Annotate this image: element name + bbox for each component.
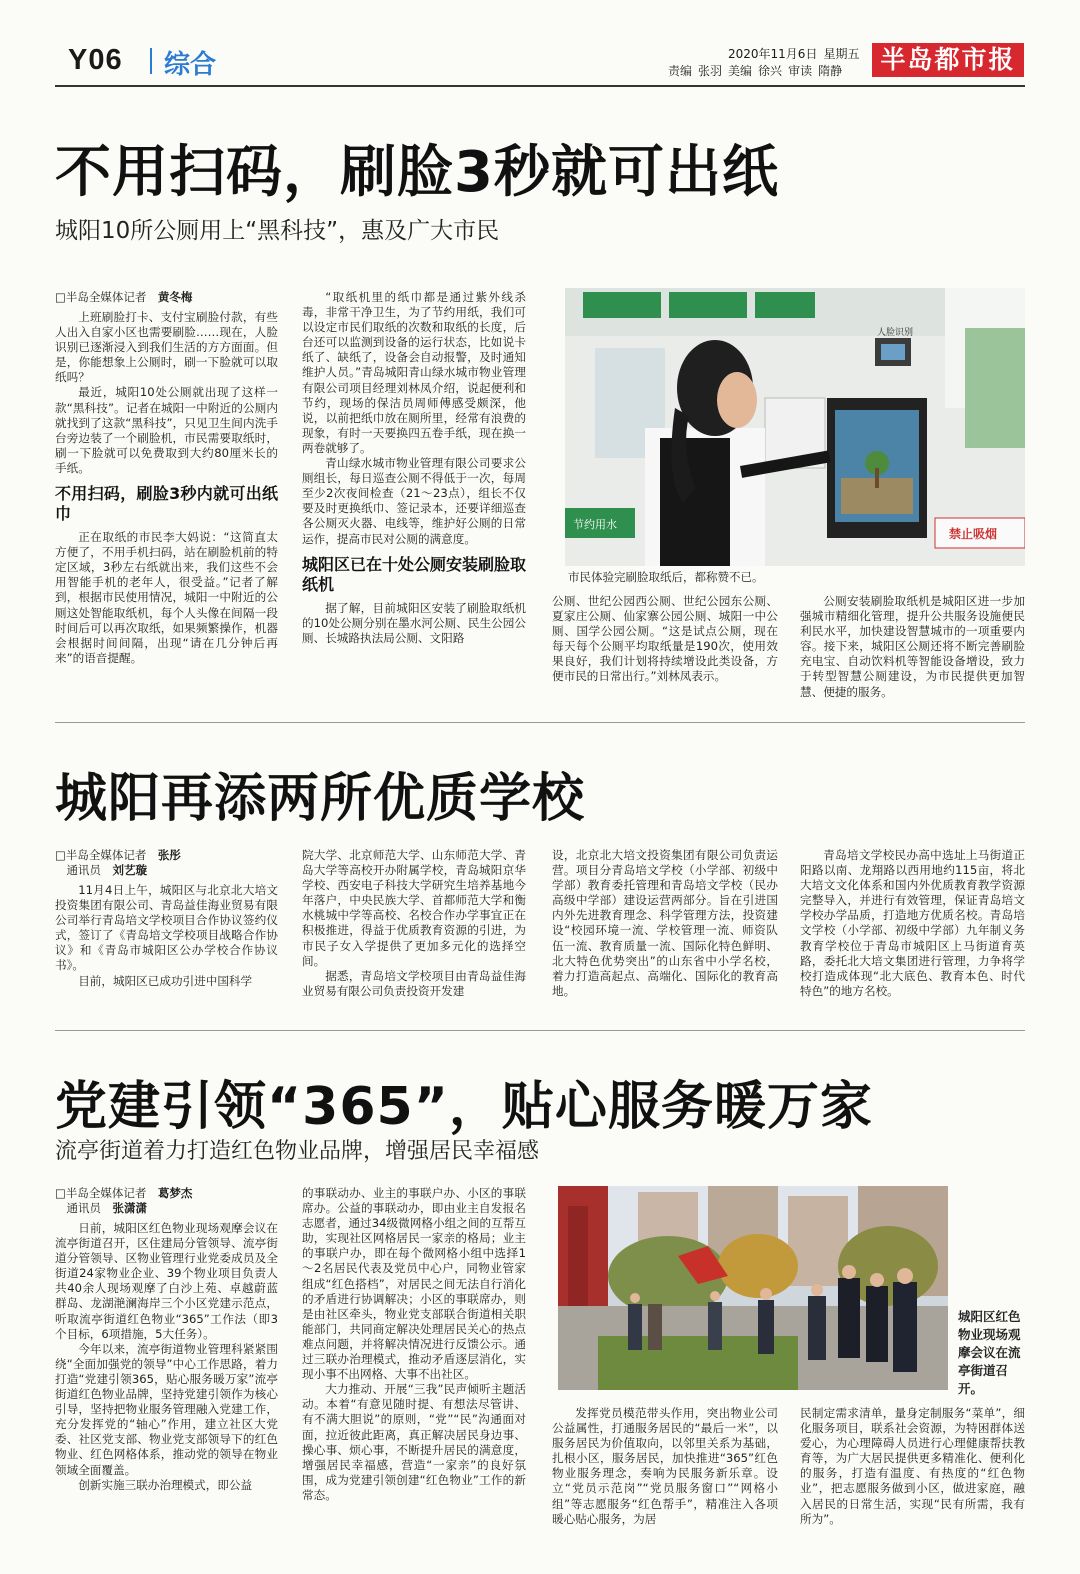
article3-photo (558, 1186, 948, 1390)
paragraph: 公厕安装刷脸取纸机是城阳区进一步加强城市精细化管理，提升公共服务设施便民利民水平，加快建设智慧城市的一项重要内容。接下来，城阳区公厕还将不断完善刷脸充电宝、自动饮料机等智能设备增设，致力于转型智慧公厕建设，为市民提供更加智慧、便捷的服务。 (800, 594, 1025, 699)
paragraph: 院大学、北京师范大学、山东师范大学、青岛大学等高校开办附属学校，青岛城阳京华学校、西安电子科技大学研究生培养基地今年落户，中央民族大学、首都师范大学和衡水桃城中学等高校、名校合作办学事宜正在积极推进，得益于优质教育资源的引进，为市民子女入学提供了更加多元化的选择空间。 (302, 848, 526, 968)
top-rule (55, 85, 1025, 87)
paragraph: 11月4日上午，城阳区与北京北大培文投资集团有限公司、青岛益佳海业贸易有限公司举行青岛培文学校项目合作协议签约仪式，签订了《青岛培文学校项目战略合作协议》和《青岛市城阳区公办学校合作协议书》。 (55, 883, 278, 973)
article2-col1 (55, 848, 278, 1008)
article2-col4 (800, 848, 1025, 1008)
article3-headline: 党建引领“365”，贴心服务暖万家 (55, 1077, 873, 1137)
paragraph: 目前，城阳区已成功引进中国科学 (78, 973, 253, 988)
save-water-sign-text: 节约用水 (573, 518, 617, 531)
article3-photo-caption: 城阳区红色物业现场观摩会议在流亭街道召开。 (958, 1309, 1021, 1396)
paragraph: 上班刷脸打卡、支付宝刷脸付款，有些人出入自家小区也需要刷脸……现在，人脸识别已逐渐浸入到我们生活的方方面面。但是，你能想象上公厕时，刷一下脸就可以取纸吗？ (55, 310, 278, 385)
community-visit-photo-illustration (558, 1186, 948, 1390)
article1-col1 (55, 290, 278, 710)
masthead (0, 0, 1080, 96)
article2-headline: 城阳再添两所优质学校 (55, 769, 586, 829)
article1-col3 (552, 594, 778, 709)
weekday-text: 星期五 (823, 47, 860, 61)
paragraph: 的事联动办、业主的事联户办、小区的事联席办。公益的事联动办，即由业主自发报名志愿者，通过34级微网格小组之间的互帮互助，实现社区网格居民一家亲的格局；业主的事联户办，即在每个微网格小组中选择1～2名居民代表及党员中心户，同物业管家组成“红色搭档”，对居民之间无法自行消化的矛盾进行协调解决；小区的事联席办，则是由社区牵头，物业党支部联合街道相关职能部门，共同商定解决处理居民关心的热点难点问题，并将解决情况进行反馈公示。通过三联办治理模式，推动矛盾逐层消化，实现小事不出网格、大事不出社区。 (302, 1186, 526, 1382)
paragraph: 青山绿水城市物业管理有限公司要求公厕组长，每日巡查公厕不得低于一次，每周至少2次夜间检查（21～23点），组长不仅要及时更换纸巾、签记录本，还要详细巡查各公厕灭火器、电线等，维护好公厕的日常运作，提高市民对公厕的满意度。 (302, 456, 526, 546)
article3-col2 (302, 1186, 526, 1562)
article1-subtitle2: 城阳区已在十处公厕安装刷脸取纸机 (302, 554, 526, 594)
newspaper-logo: 半岛都市报 (872, 43, 1024, 77)
section-divider-2 (55, 1030, 1025, 1031)
editor-label: 责编 (668, 64, 693, 78)
paragraph: 大力推动、开展“三我”民声倾听主题活动。本着“有意见随时提、有想法尽管讲、有不满大胆说”的原则，“党”“民”沟通面对面，拉近彼此距离，真正解决居民身边事、操心事、烦心事，不断提升居民的满意度，增强居民幸福感，营造“一家亲”的良好氛围，成为党建引领创建“红色物业”工作的新常态。 (302, 1382, 526, 1502)
no-smoking-sign-text: 禁止吸烟 (949, 527, 998, 541)
paragraph: 今年以来，流亭街道物业管理科紧紧围绕“全面加强党的领导”中心工作思路，着力打造“党建引领365，贴心服务暖万家”流亭街道红色物业品牌，坚持党建引领作为核心引导，坚持把物业服务管理融入党建工作，充分发挥党的“轴心”作用，建立社区大党委、社区党支部、物业党支部领导下的红色物业、红色网格体系，推动党的领导在物业领域全面覆盖。 (55, 1341, 278, 1477)
paragraph: 据了解，目前城阳区安装了刷脸取纸机的10处公厕分别在墨水河公厕、民生公园公厕、长城路执法局公厕、文阳路 (302, 600, 526, 645)
face-sign-text: 人脸识别 (877, 328, 914, 338)
article1-col4 (800, 594, 1025, 709)
section-divider (150, 48, 152, 74)
proof-label: 审读 (788, 64, 813, 78)
paragraph: 正在取纸的市民李大妈说：“这简直太方便了，不用手机扫码，站在刷脸机前的特定区域，3秒左右纸就出来，我们这些不会用智能手机的老年人，很受益。”记者了解到，根据市民使用情况，城阳一中附近的公厕这处智能取纸机，每个人头像在间隔一段时间后可以再次取纸，如果频繁操作，机器会根据时间间隔，出现“请在几分钟后再来”的语音提醒。 (55, 530, 278, 665)
article2-col3 (552, 848, 778, 1008)
date-text: 2020年11月6日 (728, 47, 818, 61)
paragraph: 设，北京北大培文投资集团有限公司负责运营。项目分青岛培文学校（小学部、初级中学部）教育委托管理和青岛培文学校（民办高级中学部）建设运营两部分。旨在引进国内外先进教育理念、科学管理方法，投资建设“校园环境一流、学校管理一流、师资队伍一流、教育质量一流、国际化特色鲜明、北大特色优势突出”的山东省中小学名校，着力打造高起点、高端化、国际化的教育高地。 (552, 848, 778, 998)
paragraph: “取纸机里的纸巾都是通过紫外线杀毒，非常干净卫生，为了节约用纸，我们可以设定市民们取纸的次数和取纸的长度，后台还可以监测到设备的运行状态，比如说卡纸了、缺纸了，设备会自动报警，及时通知维护人员。”青岛城阳青山绿水城市物业管理有限公司项目经理刘林凤介绍，说起便利和节约，现场的保洁员周师傅感受颇深，他说，以前把纸巾放在厕所里，经常有浪费的现象，有时一天要换四五卷手纸，现在换一两卷就够了。 (302, 290, 526, 455)
paragraph: 发挥党员模范带头作用，突出物业公司公益属性，打通服务居民的“最后一米”，以服务居民为价值取向，以邻里关系为基础，扎根小区，服务居民，加快推进“365”红色物业服务理念，奏响为民服务新乐章。设立“党员示范岗”“党员服务窗口”“网格小组”等志愿服务“红色帮手”，精准注入各项暖心贴心服务，为居 (552, 1406, 778, 1526)
article3-subhead: 流亭街道着力打造红色物业品牌，增强居民幸福感 (55, 1139, 540, 1164)
art-name: 徐兴 (758, 64, 783, 78)
article1-col2 (302, 290, 526, 710)
section-name: 综合 (164, 50, 217, 80)
proof-name: 隋静 (818, 64, 843, 78)
issue-date (728, 45, 865, 62)
article3-col3 (552, 1406, 778, 1562)
paragraph: 日前，城阳区红色物业现场观摩会议在流亭街道召开，区住建局分管领导、流亭街道分管领导、区物业管理行业党委成员及全街道24家物业企业、39个物业项目负责人共40余人现场观摩了白沙上苑、卓越蔚蓝群岛、龙湖滟澜海岸三个小区党建示范点，听取流亭街道红色物业“365”工作法（即3个目标，6项措施，5大任务）。 (55, 1221, 278, 1341)
article3-byline: □半岛全媒体记者 葛梦杰 通讯员 张潇潇 (55, 1186, 193, 1215)
paragraph: 据悉，青岛培文学校项目由青岛益佳海业贸易有限公司负责投资开发建 (302, 968, 526, 998)
restroom-photo-illustration (565, 288, 1025, 566)
editor-credits (668, 62, 848, 79)
article1-photo (565, 288, 1025, 566)
article1-byline: □半岛全媒体记者 黄冬梅 (55, 290, 193, 304)
paragraph: 青岛培文学校民办高中选址上马街道正阳路以南、龙翔路以西用地约115亩，将北大培文文化体系和国内外优质教育教学资源完整导入，并进行有效管理，保证青岛培文学校办学品质，打造地方优质名校。青岛培文学校（小学部、初级中学部）九年制义务教育学校位于青岛市城阳区上马街道育英路，委托北大培文集团进行管理，力争将学校打造成体现“北大底色、教育本色、时代特色”的地方名校。 (800, 848, 1025, 998)
article2-byline: □半岛全媒体记者 张彤 通讯员 刘艺璇 (55, 848, 181, 877)
paragraph: 创新实施三联办治理模式，即公益 (78, 1477, 253, 1492)
paragraph: 公厕、世纪公园西公厕、世纪公园东公厕、夏家庄公厕、仙家寨公园公厕、城阳一中公厕、国学公园公厕。“这是试点公厕，现在每天每个公厕平均取纸量是190次，使用效果良好，我们计划将持续增设此类设备，方便市民的日常出行。”刘林凤表示。 (552, 594, 778, 684)
editor-name: 张羽 (698, 64, 723, 78)
article1-subhead: 城阳10所公厕用上“黑科技”，惠及广大市民 (55, 218, 500, 244)
paragraph: 最近，城阳10处公厕就出现了这样一款“黑科技”。记者在城阳一中附近的公厕内就找到了这款“黑科技”，只见卫生间内洗手台旁边装了一个刷脸机，市民需要取纸时，刷一下脸就可以免费取到大约80厘米长的手纸。 (55, 385, 278, 475)
article3-col4 (800, 1406, 1025, 1562)
page-number: Y06 (68, 44, 123, 76)
article3-col1 (55, 1186, 278, 1562)
article1-subtitle1: 不用扫码，刷脸3秒内就可出纸巾 (55, 484, 278, 524)
article2-col2 (302, 848, 526, 1008)
article1-photo-caption: 市民体验完刷脸取纸后，都称赞不已。 (568, 570, 764, 584)
paragraph: 民制定需求清单，量身定制服务“菜单”，细化服务项目，联系社会资源，为特困群体送爱心，为心理障碍人员进行心理健康帮扶教育等，为广大居民提供更多精准化、便利化的服务，打造有温度、有热度的“红色物业”，把志愿服务做到小区，做进家庭，融入居民的日常生活，实现“民有所需，我有所为”。 (800, 1406, 1025, 1526)
art-label: 美编 (728, 64, 753, 78)
article1-headline: 不用扫码，刷脸3秒就可出纸 (55, 140, 779, 205)
section-divider-1 (55, 722, 1025, 723)
